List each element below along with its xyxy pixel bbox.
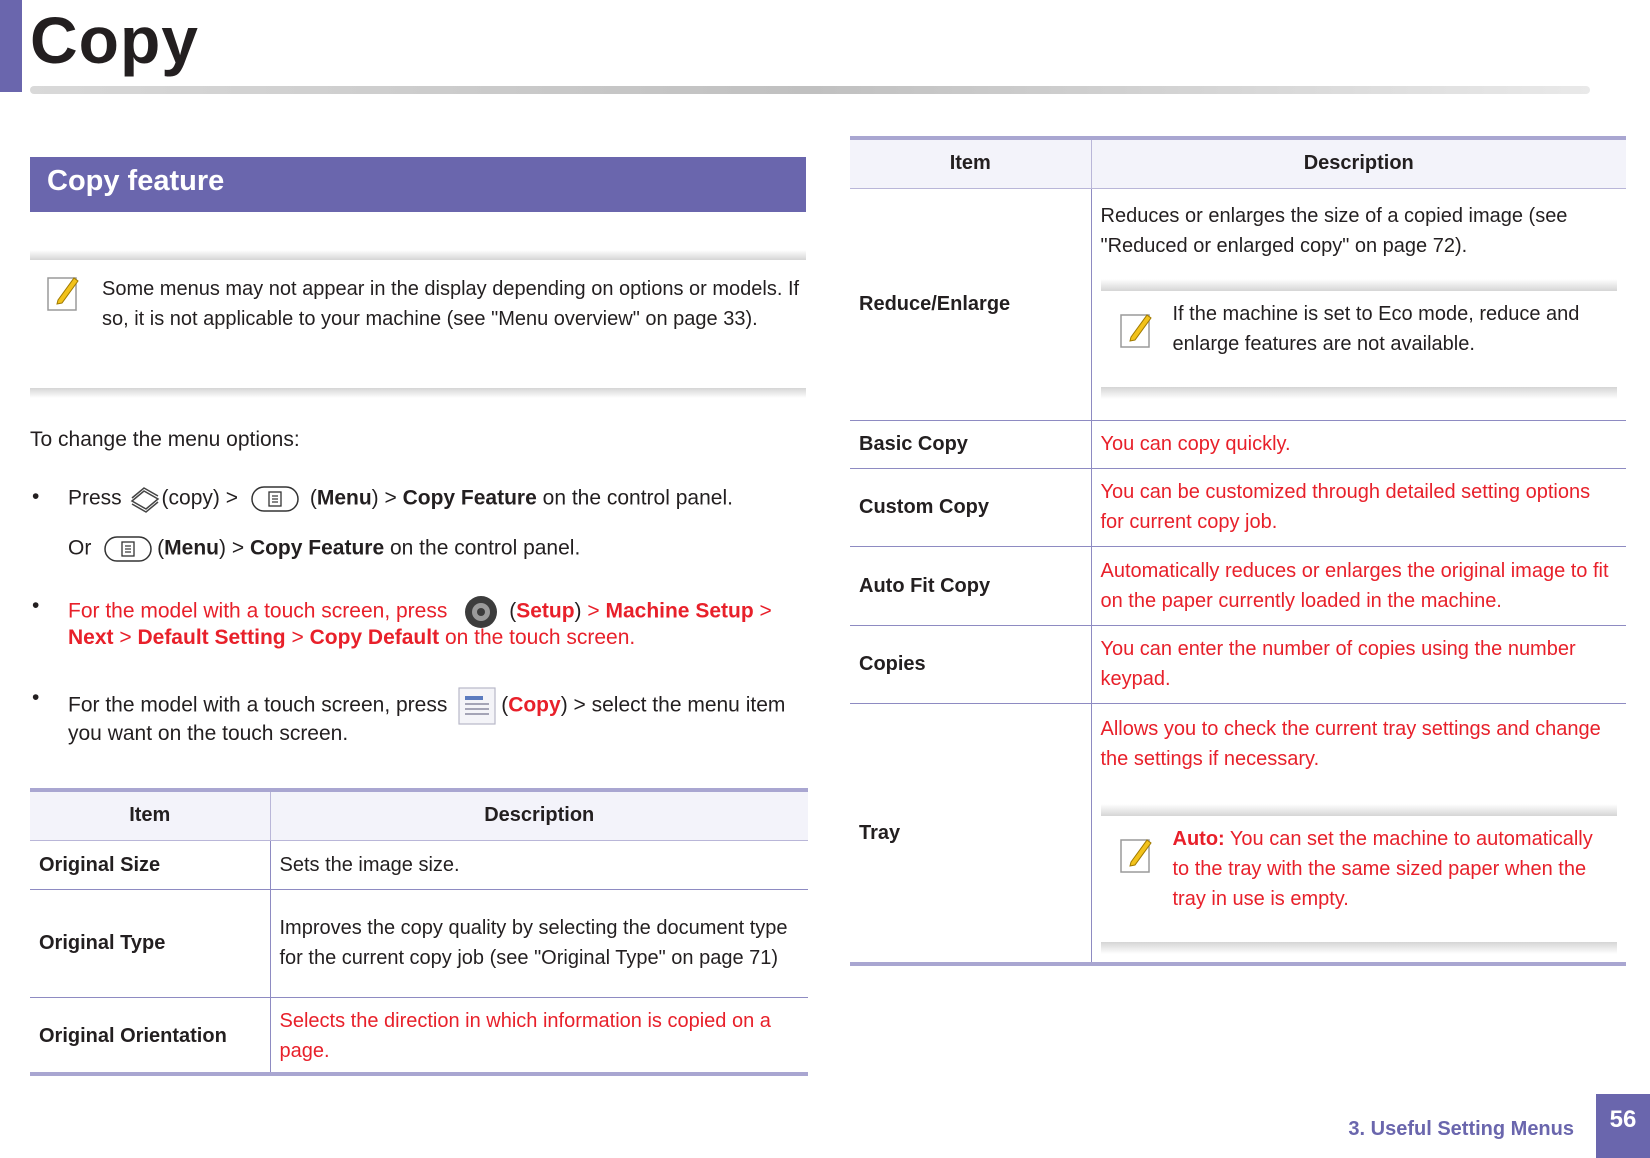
copy-app-icon	[455, 686, 499, 726]
note-pencil-icon	[46, 272, 80, 312]
b1-gt: >	[384, 486, 397, 510]
page-title: Copy	[30, 3, 199, 77]
row-description: Reduces or enlarges the size of a copied image (see "Reduced or enlarged copy" on page 72).	[1100, 204, 1568, 257]
left-table-bottom-rule	[30, 1072, 808, 1076]
b1-menu2: Menu	[164, 536, 219, 560]
b1-feature2: Copy Feature	[249, 536, 385, 560]
table-row	[850, 703, 1626, 963]
b1-menu: Menu	[316, 486, 372, 510]
right-table	[850, 140, 1626, 963]
left-header-item: Item	[30, 792, 270, 840]
reduce-note-text: If the machine is set to Eco mode, reduce and enlarge features are not available.	[1172, 302, 1580, 355]
b1-feature: Copy Feature	[402, 486, 537, 510]
row-description: You can copy quickly.	[1091, 420, 1626, 468]
table-row	[30, 840, 808, 889]
row-item: Original Orientation	[30, 997, 270, 1075]
table-row	[850, 625, 1626, 703]
b3-line2: you want on the touch screen.	[68, 722, 349, 745]
b3-pre: For the model with a touch screen, press	[68, 693, 448, 717]
table-row	[30, 997, 808, 1075]
table-row	[30, 889, 808, 997]
row-item: Basic Copy	[850, 420, 1091, 468]
b2-default-setting: Default Setting	[137, 626, 286, 649]
row-description: Improves the copy quality by selecting the document type for the current copy job (see "Original Type" on page 71)	[270, 889, 808, 997]
row-item: Tray	[850, 703, 1091, 963]
tray-note-body: You can set the machine to automatically to the tray with the same sized paper when the tray in use is empty.	[1172, 827, 1593, 910]
row-item: Custom Copy	[850, 468, 1091, 546]
row-description: Selects the direction in which information is copied on a page.	[270, 997, 808, 1075]
tray-note	[1101, 804, 1618, 954]
b2-copy-default: Copy Default	[309, 626, 440, 649]
page-number: 56	[1596, 1094, 1650, 1158]
row-item: Original Type	[30, 889, 270, 997]
table-row	[850, 188, 1626, 420]
row-item: Original Size	[30, 840, 270, 889]
intro-text: To change the menu options:	[30, 428, 300, 451]
footer-chapter: 3. Useful Setting Menus	[1348, 1118, 1574, 1140]
row-item: Reduce/Enlarge	[850, 188, 1091, 420]
right-table-bottom-rule	[850, 962, 1626, 966]
table-row	[850, 420, 1626, 468]
left-table	[30, 792, 808, 1075]
b1-tail: on the control panel.	[542, 486, 733, 510]
row-description: Automatically reduces or enlarges the original image to fit on the paper currently loaded in the machine.	[1091, 546, 1626, 625]
row-description: You can enter the number of copies using the number keypad.	[1091, 625, 1626, 703]
row-description: Allows you to check the current tray settings and change the settings if necessary.	[1100, 717, 1601, 770]
menu-button-icon-2	[103, 535, 153, 563]
left-header-description: Description	[270, 792, 808, 840]
menu-button-icon	[250, 485, 300, 513]
b2-setup: Setup	[516, 599, 575, 623]
note-pencil-icon	[1119, 834, 1153, 874]
b1-tail2: on the control panel.	[389, 536, 581, 560]
b1-copy-paren: (copy) >	[161, 486, 238, 510]
table-row	[850, 468, 1626, 546]
note-pencil-icon	[1119, 309, 1153, 349]
b2-pre: For the model with a touch screen, press	[68, 599, 448, 623]
section-title: Copy feature	[30, 157, 806, 212]
row-item: Auto Fit Copy	[850, 546, 1091, 625]
setup-gear-icon	[461, 594, 501, 630]
b3-copy: Copy	[508, 693, 561, 717]
header-accent-bar	[0, 0, 22, 92]
tray-note-label: Auto:	[1172, 827, 1225, 850]
b1-press: Press	[68, 486, 122, 510]
title-rule	[30, 86, 1590, 94]
row-item: Copies	[850, 625, 1091, 703]
b1-or: Or	[68, 536, 92, 560]
top-note	[30, 250, 806, 398]
tray-note-text	[1173, 824, 1614, 914]
reduce-note	[1101, 279, 1618, 399]
right-header-item: Item	[850, 140, 1091, 188]
right-header-description: Description	[1091, 140, 1626, 188]
row-description: You can be customized through detailed setting options for current copy job.	[1091, 468, 1626, 546]
b2-next: Next	[68, 626, 114, 649]
b2-tail: on the touch screen.	[444, 626, 636, 649]
top-note-text: Some menus may not appear in the display depending on options or models. If so, it is not applicable to your machine (see "Menu overview" on page 33).	[102, 278, 800, 330]
b3-tail: ) > select the menu item	[560, 693, 786, 717]
b2-machine-setup: Machine Setup	[605, 599, 754, 623]
row-description: Sets the image size.	[270, 840, 808, 889]
copy-icon	[128, 485, 162, 513]
table-row	[850, 546, 1626, 625]
